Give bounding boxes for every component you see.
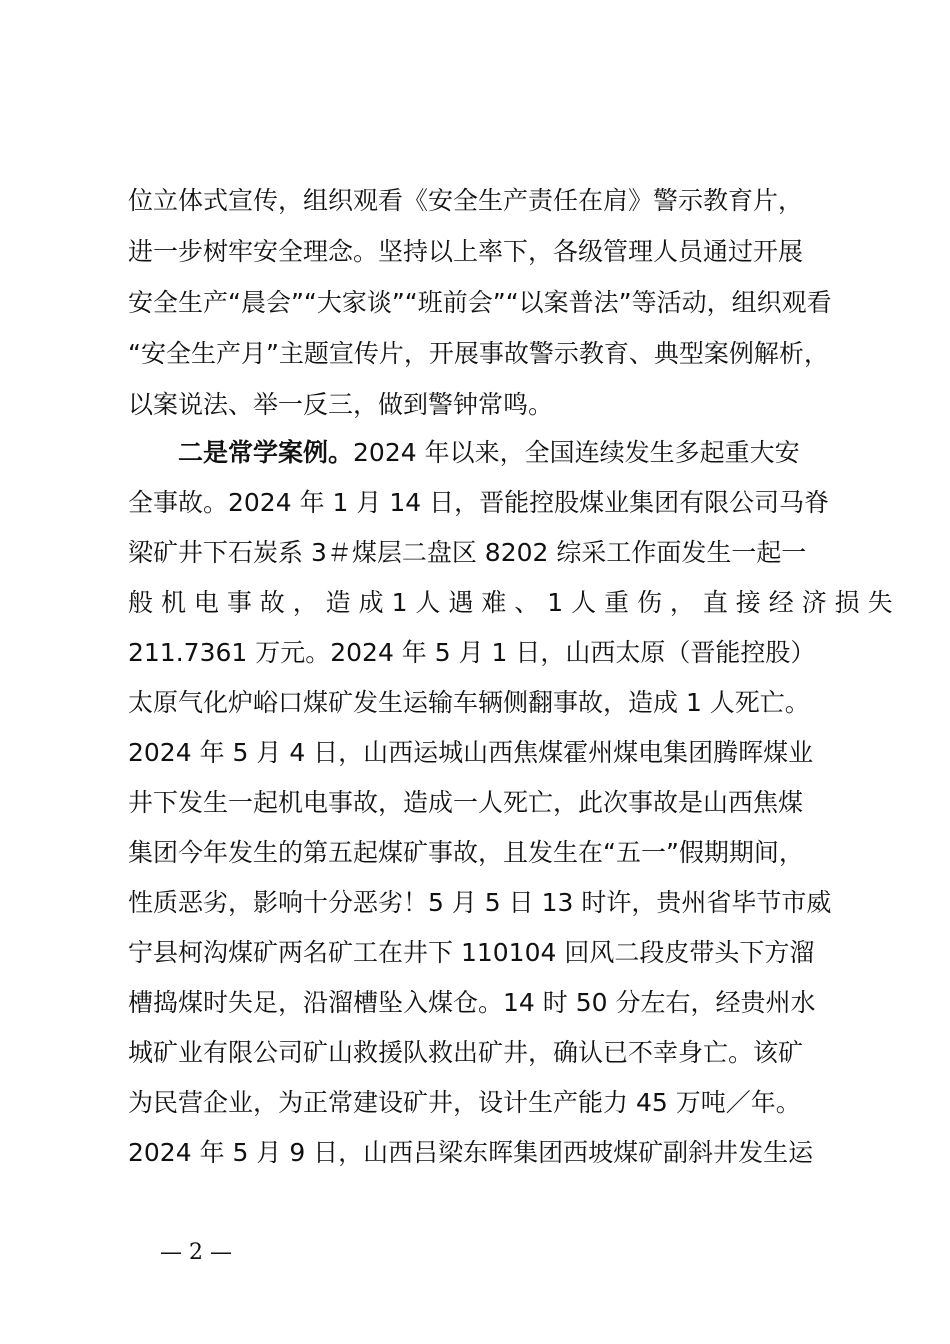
- paragraph-lead-heading: 二是常学案例。: [178, 438, 354, 467]
- text-line: 梁矿井下石炭系 3＃煤层二盘区 8202 综采工作面发生一起一: [128, 538, 807, 567]
- text-line: 般 机 电 事 故 ， 造 成 1 人 遇 难 、 1 人 重 伤 ， 直 接 经 济 损 失: [128, 588, 893, 617]
- text-line: 城矿业有限公司矿山救援队救出矿井，确认已不幸身亡。该矿: [128, 1038, 804, 1067]
- text-line: 集团今年发生的第五起煤矿事故，且发生在“五一”假期期间，: [128, 838, 804, 867]
- text-line: 井下发生一起机电事故，造成一人死亡，此次事故是山西焦煤: [128, 788, 804, 817]
- text-line: 性质恶劣，影响十分恶劣！5 月 5 日 13 时许，贵州省毕节市威: [128, 888, 832, 917]
- text-line: 全事故。2024 年 1 月 14 日，晋能控股煤业集团有限公司马脊: [128, 488, 830, 517]
- text-line: “安全生产月”主题宣传片，开展事故警示教育、典型案例解析，: [128, 339, 829, 368]
- text-line: 安全生产“晨会”“大家谈”“班前会”“以案普法”等活动，组织观看: [128, 288, 832, 317]
- text-line: 进一步树牢安全理念。坚持以上率下，各级管理人员通过开展: [128, 237, 804, 266]
- text-line: 2024 年 5 月 9 日，山西吕梁东晖集团西坡煤矿副斜井发生运: [128, 1138, 814, 1167]
- text-line: 位立体式宣传，组织观看《安全生产责任在肩》警示教育片，: [128, 186, 804, 215]
- text-line: 槽捣煤时失足，沿溜槽坠入煤仓。14 时 50 分左右，经贵州水: [128, 988, 816, 1017]
- paragraph-lead-text: 2024 年以来，全国连续发生多起重大安: [353, 438, 800, 467]
- text-line: 2024 年 5 月 4 日，山西运城山西焦煤霍州煤电集团腾晖煤业: [128, 738, 814, 767]
- text-line: 太原气化炉峪口煤矿发生运输车辆侧翻事故，造成 1 人死亡。: [128, 688, 810, 717]
- paragraph-first-line: [178, 433, 858, 473]
- text-line: 以案说法、举一反三，做到警钟常鸣。: [128, 390, 554, 419]
- text-line: 宁县柯沟煤矿两名矿工在井下 110104 回风二段皮带头下方溜: [128, 938, 815, 967]
- page-number: — 2 —: [160, 1240, 232, 1265]
- text-line: 为民营企业，为正常建设矿井，设计生产能力 45 万吨／年。: [128, 1088, 801, 1117]
- text-line: 211.7361 万元。2024 年 5 月 1 日，山西太原（晋能控股）: [128, 638, 816, 667]
